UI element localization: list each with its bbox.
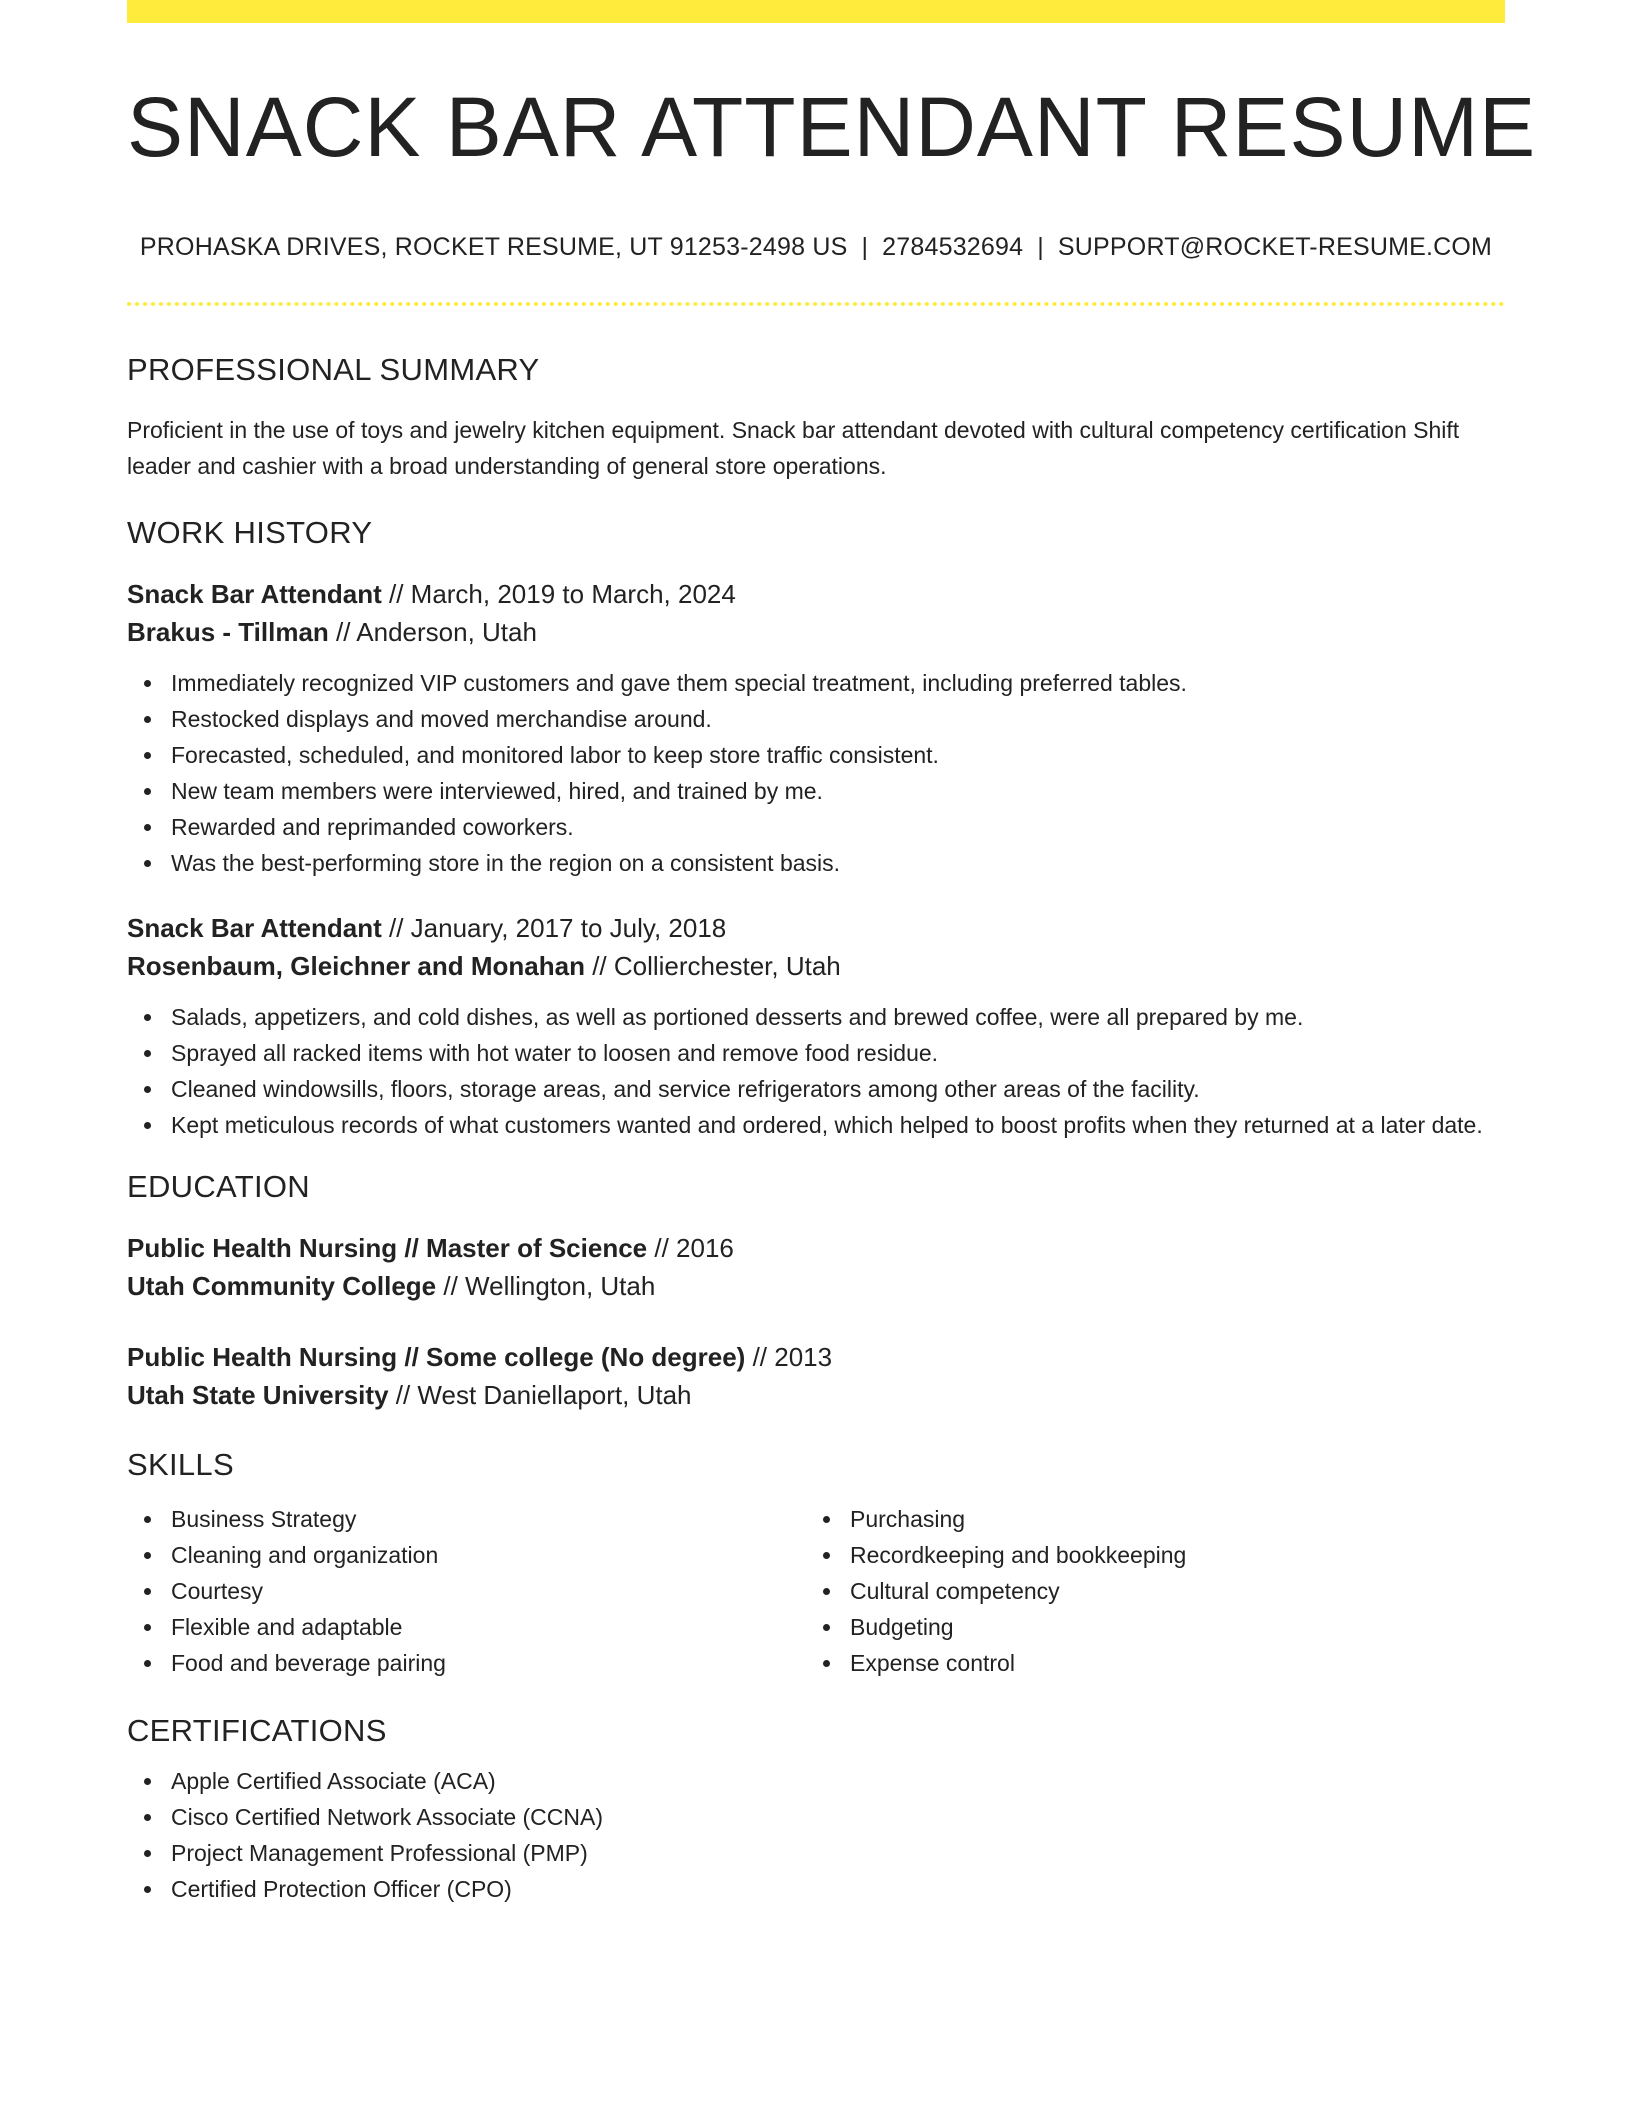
summary-text: Proficient in the use of toys and jewelry kitchen equipment. Snack bar attendant devoted with cultural competency certification Shift leader and cashier with a broad understanding of general store operations. bbox=[127, 417, 1460, 479]
skill-item: Cleaning and organization bbox=[127, 1537, 806, 1573]
education-degree: Public Health Nursing // Some college (No degree) bbox=[127, 1342, 746, 1372]
skill-item: Recordkeeping and bookkeeping bbox=[806, 1537, 1485, 1573]
list-item: Restocked displays and moved merchandise around. bbox=[127, 701, 1505, 737]
contact-address: PROHASKA DRIVES, ROCKET RESUME, UT 91253-2498 US bbox=[139, 233, 848, 261]
list-item: Was the best-performing store in the region on a consistent basis. bbox=[127, 845, 1505, 881]
summary-heading: PROFESSIONAL SUMMARY bbox=[127, 352, 540, 387]
list-item: Rewarded and reprimanded coworkers. bbox=[127, 809, 1505, 845]
contact-line bbox=[127, 233, 1505, 262]
resume-page bbox=[127, 0, 1537, 1907]
education-school-line bbox=[127, 1376, 1505, 1414]
education-entry bbox=[127, 1338, 1505, 1414]
education-school: Utah State University bbox=[127, 1380, 389, 1410]
skill-item: Food and beverage pairing bbox=[127, 1645, 806, 1681]
job-bullet-list bbox=[127, 665, 1505, 881]
education-school-line bbox=[127, 1267, 1505, 1305]
contact-email[interactable]: SUPPORT@ROCKET-RESUME.COM bbox=[1057, 233, 1493, 261]
accent-top-bar bbox=[127, 0, 1505, 23]
skill-item: Purchasing bbox=[806, 1501, 1485, 1537]
job-role: Snack Bar Attendant bbox=[127, 579, 382, 609]
list-item: Forecasted, scheduled, and monitored labor to keep store traffic consistent. bbox=[127, 737, 1505, 773]
skills-list-left bbox=[127, 1501, 806, 1681]
job-bullet-list bbox=[127, 999, 1505, 1143]
education-entry bbox=[127, 1229, 1505, 1305]
certifications-list bbox=[127, 1763, 1505, 1907]
job-title-line bbox=[127, 575, 1505, 613]
list-item: New team members were interviewed, hired, and trained by me. bbox=[127, 773, 1505, 809]
education-degree-line bbox=[127, 1338, 1505, 1376]
job-company-line bbox=[127, 613, 1505, 651]
job-location: // Collierchester, Utah bbox=[584, 951, 841, 981]
skill-item: Expense control bbox=[806, 1645, 1485, 1681]
certification-item: Certified Protection Officer (CPO) bbox=[127, 1871, 1505, 1907]
job-company-line bbox=[127, 947, 1505, 985]
certification-item: Apple Certified Associate (ACA) bbox=[127, 1763, 1505, 1799]
skills-heading: SKILLS bbox=[127, 1447, 234, 1482]
education-year: // 2013 bbox=[745, 1342, 833, 1372]
education-school: Utah Community College bbox=[127, 1271, 437, 1301]
job-location: // Anderson, Utah bbox=[328, 617, 537, 647]
education-location: // West Daniellaport, Utah bbox=[388, 1380, 692, 1410]
skill-item: Flexible and adaptable bbox=[127, 1609, 806, 1645]
education-degree: Public Health Nursing // Master of Science bbox=[127, 1233, 648, 1263]
job-dates: // January, 2017 to July, 2018 bbox=[381, 913, 727, 943]
contact-phone[interactable]: 2784532694 bbox=[882, 233, 1024, 261]
job-role: Snack Bar Attendant bbox=[127, 913, 382, 943]
education-heading: EDUCATION bbox=[127, 1169, 310, 1204]
list-item: Cleaned windowsills, floors, storage areas, and service refrigerators among other areas of the facility. bbox=[127, 1071, 1505, 1107]
contact-separator: | bbox=[1037, 233, 1044, 261]
certifications-heading: CERTIFICATIONS bbox=[127, 1713, 387, 1748]
certification-item: Cisco Certified Network Associate (CCNA) bbox=[127, 1799, 1505, 1835]
skill-item: Cultural competency bbox=[806, 1573, 1485, 1609]
certification-item: Project Management Professional (PMP) bbox=[127, 1835, 1505, 1871]
skill-item: Business Strategy bbox=[127, 1501, 806, 1537]
job-company: Rosenbaum, Gleichner and Monahan bbox=[127, 951, 585, 981]
education-location: // Wellington, Utah bbox=[436, 1271, 656, 1301]
work-history-heading: WORK HISTORY bbox=[127, 515, 373, 550]
skills-grid bbox=[127, 1501, 1505, 1681]
job-dates: // March, 2019 to March, 2024 bbox=[381, 579, 736, 609]
skills-list-right bbox=[806, 1501, 1485, 1681]
list-item: Sprayed all racked items with hot water to loosen and remove food residue. bbox=[127, 1035, 1505, 1071]
skill-item: Courtesy bbox=[127, 1573, 806, 1609]
resume-title: SNACK BAR ATTENDANT RESUME bbox=[127, 80, 1537, 174]
dotted-divider bbox=[127, 302, 1505, 306]
list-item: Salads, appetizers, and cold dishes, as well as portioned desserts and brewed coffee, were all prepared by me. bbox=[127, 999, 1505, 1035]
list-item: Kept meticulous records of what customers wanted and ordered, which helped to boost profits when they returned at a later date. bbox=[127, 1107, 1505, 1143]
skill-item: Budgeting bbox=[806, 1609, 1485, 1645]
education-year: // 2016 bbox=[647, 1233, 734, 1263]
list-item: Immediately recognized VIP customers and gave them special treatment, including preferred tables. bbox=[127, 665, 1505, 701]
contact-separator: | bbox=[861, 233, 869, 261]
job-entry bbox=[127, 909, 1505, 1143]
job-entry bbox=[127, 575, 1505, 881]
education-degree-line bbox=[127, 1229, 1505, 1267]
job-title-line bbox=[127, 909, 1505, 947]
job-company: Brakus - Tillman bbox=[127, 617, 329, 647]
